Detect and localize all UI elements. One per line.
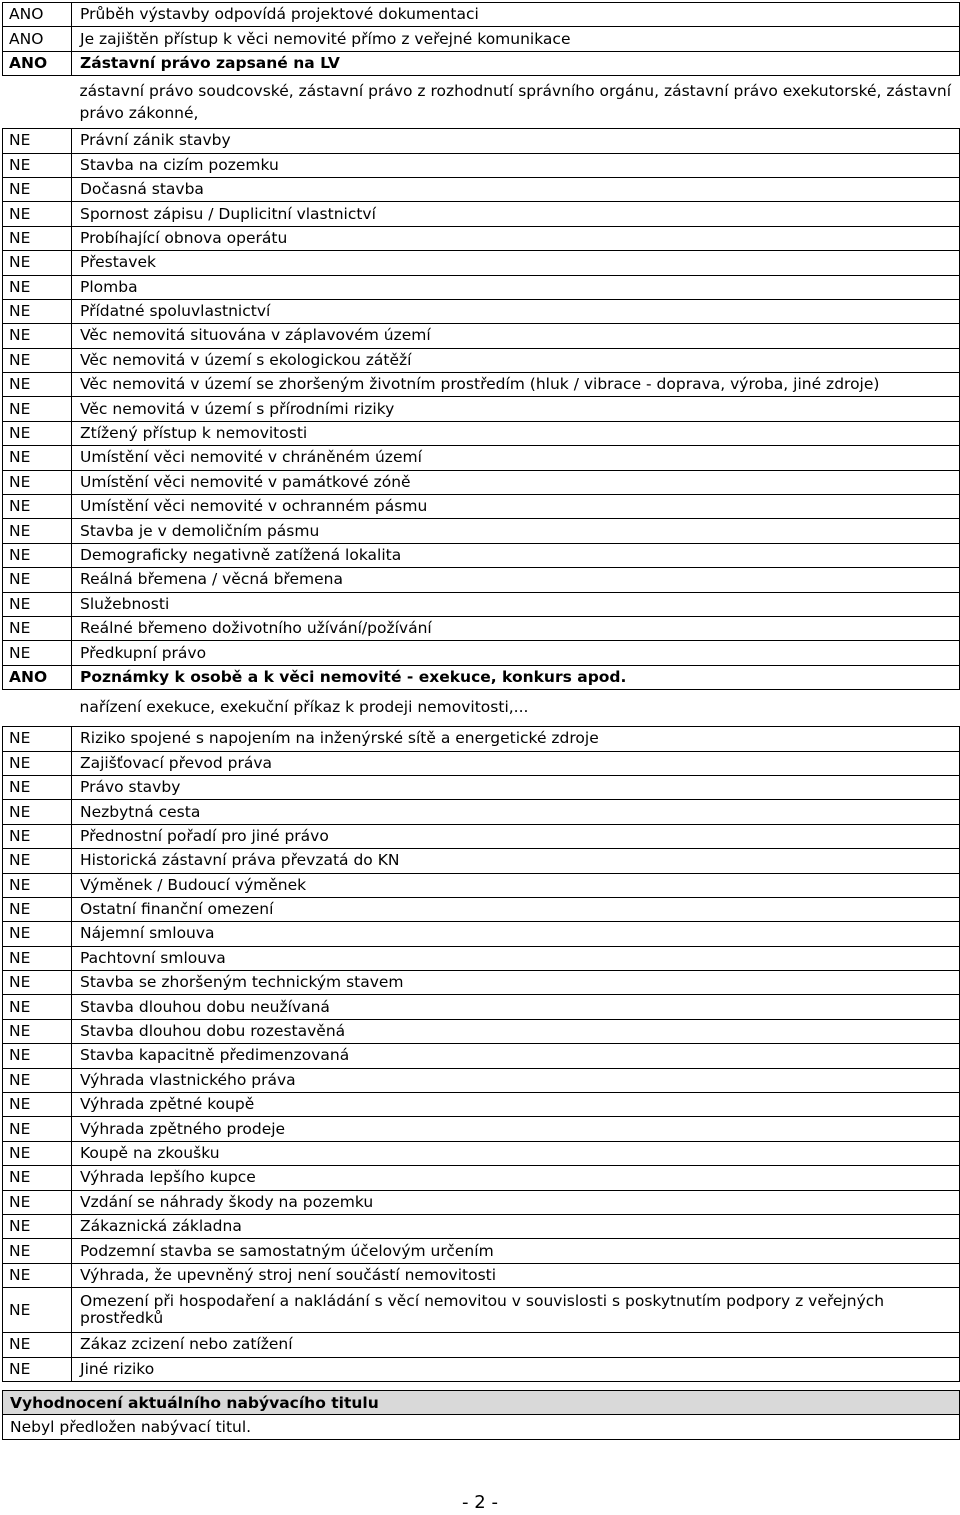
row-text: Spornost zápisu / Duplicitní vlastnictví — [72, 202, 960, 226]
note-spacer — [3, 690, 72, 727]
row-text: Jiné riziko — [72, 1357, 960, 1381]
row-text: Nájemní smlouva — [72, 922, 960, 946]
row-status: NE — [3, 592, 72, 616]
checklist-row — [3, 519, 960, 543]
checklist-row — [3, 1068, 960, 1092]
checklist-row — [3, 324, 960, 348]
row-text: Zástavní právo zapsané na LV — [72, 51, 960, 75]
row-status: NE — [3, 971, 72, 995]
row-status: NE — [3, 495, 72, 519]
row-status: NE — [3, 153, 72, 177]
row-text: Riziko spojené s napojením na inženýrské sítě a energetické zdroje — [72, 727, 960, 751]
checklist-row — [3, 1190, 960, 1214]
row-status: NE — [3, 1117, 72, 1141]
checklist-row — [3, 641, 960, 665]
row-text: Výhrada, že upevněný stroj není součástí nemovitosti — [72, 1263, 960, 1287]
checklist-row — [3, 665, 960, 689]
note-row — [3, 690, 960, 727]
checklist-row — [3, 946, 960, 970]
checklist-row — [3, 1357, 960, 1381]
row-status: NE — [3, 922, 72, 946]
row-status: NE — [3, 1141, 72, 1165]
row-status: ANO — [3, 3, 72, 27]
checklist-row — [3, 373, 960, 397]
row-text: Demograficky negativně zatížená lokalita — [72, 543, 960, 567]
row-status: NE — [3, 616, 72, 640]
row-status: NE — [3, 775, 72, 799]
row-text: Věc nemovitá v území s přírodními riziky — [72, 397, 960, 421]
row-text: Vzdání se náhrady škody na pozemku — [72, 1190, 960, 1214]
row-status: NE — [3, 800, 72, 824]
row-status: NE — [3, 995, 72, 1019]
row-status: NE — [3, 324, 72, 348]
evaluation-table — [2, 1390, 960, 1440]
risk-checklist-table — [2, 2, 960, 1382]
row-status: NE — [3, 129, 72, 153]
checklist-row — [3, 348, 960, 372]
row-status: NE — [3, 1166, 72, 1190]
row-status: NE — [3, 946, 72, 970]
checklist-row — [3, 1166, 960, 1190]
row-status: NE — [3, 641, 72, 665]
checklist-row — [3, 1141, 960, 1165]
row-text: Poznámky k osobě a k věci nemovité - exekuce, konkurs apod. — [72, 665, 960, 689]
row-text: Umístění věci nemovité v ochranném pásmu — [72, 495, 960, 519]
checklist-row — [3, 421, 960, 445]
checklist-row — [3, 1117, 960, 1141]
row-status: NE — [3, 397, 72, 421]
row-text: Předkupní právo — [72, 641, 960, 665]
row-text: Přídatné spoluvlastnictví — [72, 299, 960, 323]
checklist-row — [3, 800, 960, 824]
checklist-row — [3, 251, 960, 275]
checklist-row — [3, 922, 960, 946]
row-text: Věc nemovitá v území s ekologickou zátěží — [72, 348, 960, 372]
row-text: Výhrada zpětného prodeje — [72, 1117, 960, 1141]
row-text: Zákaznická základna — [72, 1214, 960, 1238]
checklist-row — [3, 751, 960, 775]
checklist-row — [3, 1239, 960, 1263]
checklist-row — [3, 568, 960, 592]
note-text: zástavní právo soudcovské, zástavní právo z rozhodnutí správního orgánu, zástavní právo exekutorské, zástavní právo zákonné, — [79, 82, 952, 123]
row-status: ANO — [3, 27, 72, 51]
row-text: Probíhající obnova operátu — [72, 226, 960, 250]
row-text: Stavba dlouhou dobu neužívaná — [72, 995, 960, 1019]
row-text: Koupě na zkoušku — [72, 1141, 960, 1165]
checklist-row — [3, 299, 960, 323]
row-status: NE — [3, 226, 72, 250]
row-text: Nezbytná cesta — [72, 800, 960, 824]
row-status: NE — [3, 446, 72, 470]
row-status: NE — [3, 251, 72, 275]
row-status: NE — [3, 348, 72, 372]
row-status: NE — [3, 727, 72, 751]
row-status: NE — [3, 1263, 72, 1287]
row-status: NE — [3, 1044, 72, 1068]
row-status: NE — [3, 373, 72, 397]
checklist-row — [3, 543, 960, 567]
checklist-row — [3, 470, 960, 494]
row-text: Ztížený přístup k nemovitosti — [72, 421, 960, 445]
row-status: NE — [3, 177, 72, 201]
evaluation-heading-row — [3, 1390, 960, 1414]
row-status: ANO — [3, 51, 72, 75]
row-text: Výhrada zpětné koupě — [72, 1093, 960, 1117]
checklist-body — [3, 3, 960, 1382]
note-row — [3, 76, 960, 129]
row-status: NE — [3, 1357, 72, 1381]
checklist-row — [3, 995, 960, 1019]
row-text: Umístění věci nemovité v chráněném území — [72, 446, 960, 470]
checklist-row — [3, 1093, 960, 1117]
document-page — [2, 2, 960, 1440]
row-text: Věc nemovitá situována v záplavovém území — [72, 324, 960, 348]
row-status: ANO — [3, 665, 72, 689]
evaluation-text: Nebyl předložen nabývací titul. — [3, 1415, 960, 1439]
row-text: Zajišťovací převod práva — [72, 751, 960, 775]
checklist-row — [3, 824, 960, 848]
row-status: NE — [3, 849, 72, 873]
row-status: NE — [3, 543, 72, 567]
checklist-row — [3, 971, 960, 995]
row-text: Stavba dlouhou dobu rozestavěná — [72, 1019, 960, 1043]
row-status: NE — [3, 519, 72, 543]
checklist-row — [3, 1263, 960, 1287]
checklist-row — [3, 153, 960, 177]
checklist-row — [3, 226, 960, 250]
row-status: NE — [3, 873, 72, 897]
row-status: NE — [3, 275, 72, 299]
checklist-row — [3, 1288, 960, 1333]
checklist-row — [3, 202, 960, 226]
row-status: NE — [3, 1093, 72, 1117]
row-text: Věc nemovitá v území se zhoršeným životním prostředím (hluk / vibrace - doprava, výroba, jiné zdroje) — [72, 373, 960, 397]
row-status: NE — [3, 202, 72, 226]
checklist-row — [3, 1214, 960, 1238]
row-text: Výměnek / Budoucí výměnek — [72, 873, 960, 897]
checklist-row — [3, 616, 960, 640]
checklist-row — [3, 897, 960, 921]
checklist-row — [3, 446, 960, 470]
row-status: NE — [3, 824, 72, 848]
row-status: NE — [3, 1333, 72, 1357]
checklist-row — [3, 592, 960, 616]
row-status: NE — [3, 1214, 72, 1238]
row-status: NE — [3, 1068, 72, 1092]
row-status: NE — [3, 421, 72, 445]
row-text: Stavba se zhoršeným technickým stavem — [72, 971, 960, 995]
row-text: Právo stavby — [72, 775, 960, 799]
checklist-row — [3, 849, 960, 873]
page-number: - 2 - — [462, 1492, 498, 1513]
row-text: Průběh výstavby odpovídá projektové dokumentaci — [72, 3, 960, 27]
checklist-row — [3, 1044, 960, 1068]
checklist-row — [3, 397, 960, 421]
row-text: Přestavek — [72, 251, 960, 275]
row-text: Plomba — [72, 275, 960, 299]
checklist-row — [3, 873, 960, 897]
row-text: Dočasná stavba — [72, 177, 960, 201]
checklist-row — [3, 129, 960, 153]
row-text: Reálné břemeno doživotního užívání/požívání — [72, 616, 960, 640]
checklist-row — [3, 495, 960, 519]
row-status: NE — [3, 568, 72, 592]
note-text: nařízení exekuce, exekuční příkaz k prodeji nemovitosti,... — [79, 698, 529, 717]
row-text: Je zajištěn přístup k věci nemovité přímo z veřejné komunikace — [72, 27, 960, 51]
checklist-row — [3, 1333, 960, 1357]
row-text: Výhrada vlastnického práva — [72, 1068, 960, 1092]
row-text: Stavba kapacitně předimenzovaná — [72, 1044, 960, 1068]
row-status: NE — [3, 1288, 72, 1333]
row-text: Výhrada lepšího kupce — [72, 1166, 960, 1190]
evaluation-text-row — [3, 1415, 960, 1439]
row-text: Ostatní finanční omezení — [72, 897, 960, 921]
checklist-row — [3, 775, 960, 799]
row-text: Stavba je v demoličním pásmu — [72, 519, 960, 543]
row-text: Právní zánik stavby — [72, 129, 960, 153]
row-status: NE — [3, 751, 72, 775]
checklist-row — [3, 275, 960, 299]
row-status: NE — [3, 1239, 72, 1263]
row-text: Omezení při hospodaření a nakládání s věcí nemovitou v souvislosti s poskytnutím podpory z veřejných prostředků — [72, 1288, 960, 1333]
row-status: NE — [3, 299, 72, 323]
checklist-row — [3, 51, 960, 75]
evaluation-heading: Vyhodnocení aktuálního nabývacího titulu — [3, 1390, 960, 1414]
row-text: Historická zástavní práva převzatá do KN — [72, 849, 960, 873]
row-status: NE — [3, 1190, 72, 1214]
row-text: Reálná břemena / věcná břemena — [72, 568, 960, 592]
row-status: NE — [3, 1019, 72, 1043]
checklist-row — [3, 27, 960, 51]
note-spacer — [3, 76, 72, 129]
checklist-row — [3, 727, 960, 751]
row-text: Služebnosti — [72, 592, 960, 616]
row-text: Podzemní stavba se samostatným účelovým určením — [72, 1239, 960, 1263]
row-text: Pachtovní smlouva — [72, 946, 960, 970]
row-text: Zákaz zcizení nebo zatížení — [72, 1333, 960, 1357]
row-text: Stavba na cizím pozemku — [72, 153, 960, 177]
checklist-row — [3, 3, 960, 27]
row-text: Přednostní pořadí pro jiné právo — [72, 824, 960, 848]
row-status: NE — [3, 470, 72, 494]
row-status: NE — [3, 897, 72, 921]
checklist-row — [3, 177, 960, 201]
row-text: Umístění věci nemovité v památkové zóně — [72, 470, 960, 494]
checklist-row — [3, 1019, 960, 1043]
